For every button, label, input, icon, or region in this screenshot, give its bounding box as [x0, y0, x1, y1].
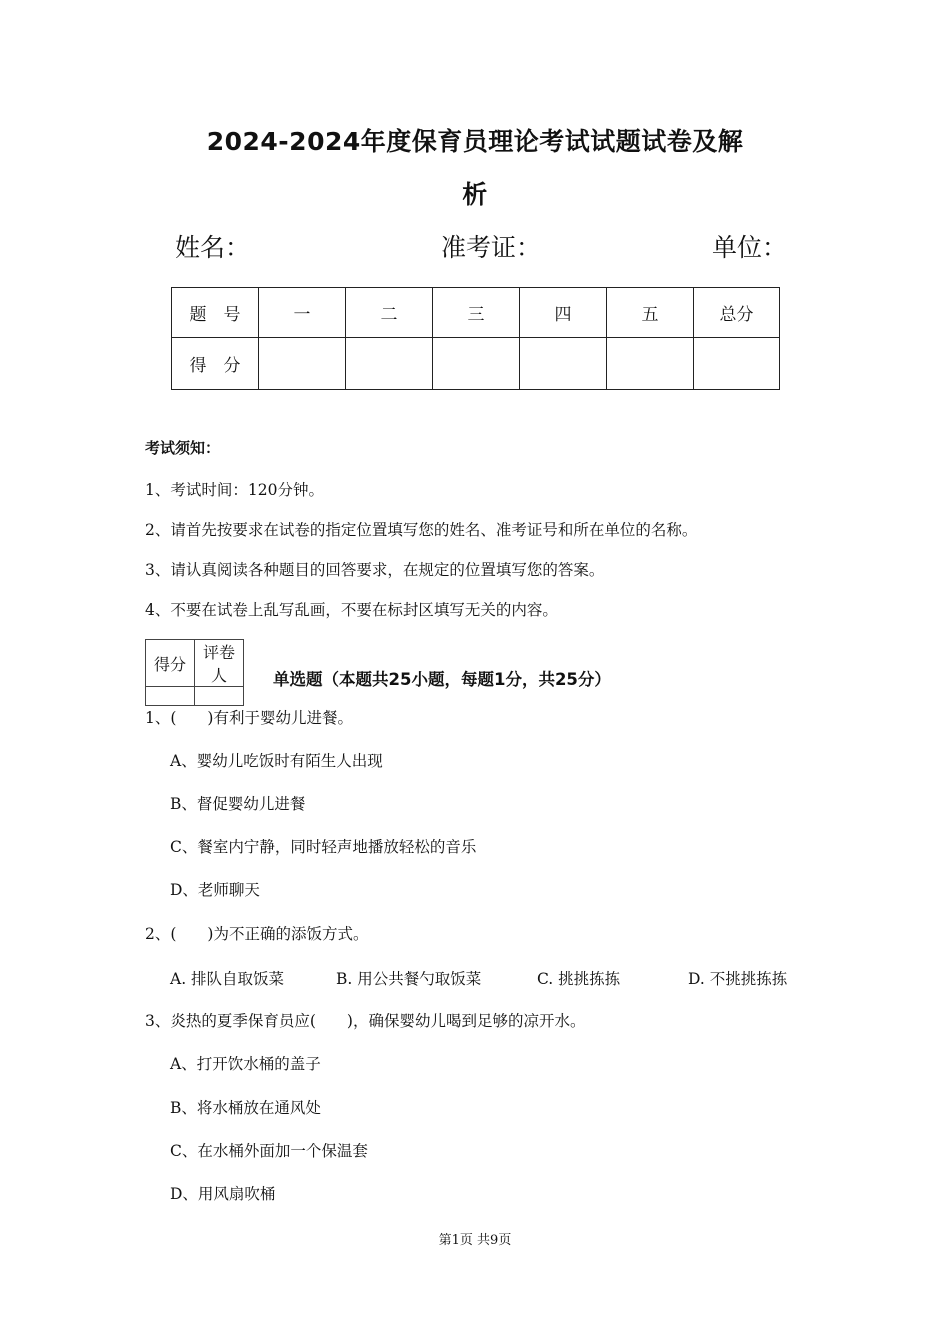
score-table-cell: 五 — [607, 288, 694, 338]
score-table-cell: 总分 — [694, 288, 780, 338]
grader-score-label: 得分 — [146, 640, 195, 687]
option: A. 排队自取饭菜 — [170, 970, 285, 988]
score-row-label: 得 分 — [172, 338, 259, 390]
score-input-cell[interactable] — [520, 338, 607, 390]
notice-item: 3、请认真阅读各种题目的回答要求，在规定的位置填写您的答案。 — [145, 561, 605, 579]
section-heading: 单选题（本题共25小题，每题1分，共25分） — [273, 670, 611, 689]
page-title-line2: 析 — [462, 180, 488, 209]
score-table-cell: 四 — [520, 288, 607, 338]
score-table-score-row — [172, 338, 780, 390]
candidate-fields — [0, 228, 950, 268]
grader-name-label: 评卷人 — [195, 640, 244, 687]
notice-item: 1、考试时间：120分钟。 — [145, 481, 324, 499]
score-table-cell: 三 — [433, 288, 520, 338]
unit-label: 单位： — [712, 233, 788, 262]
score-table-cell: 二 — [346, 288, 433, 338]
exam-id-label: 准考证： — [441, 233, 542, 262]
question-stem: 2、( )为不正确的添饭方式。 — [145, 925, 369, 943]
score-input-cell[interactable] — [259, 338, 346, 390]
option: C、在水桶外面加一个保温套 — [170, 1142, 368, 1160]
score-input-cell[interactable] — [433, 338, 520, 390]
name-label: 姓名： — [175, 233, 251, 262]
grader-name-cell[interactable] — [195, 687, 244, 706]
score-input-cell[interactable] — [694, 338, 780, 390]
option: D. 不挑挑拣拣 — [688, 970, 788, 988]
score-input-cell[interactable] — [607, 338, 694, 390]
score-table — [171, 287, 780, 390]
page-title-line1: 2024-2024年度保育员理论考试试题试卷及解 — [206, 127, 744, 156]
page-footer: 第1页 共9页 — [438, 1233, 512, 1248]
notice-item: 2、请首先按要求在试卷的指定位置填写您的姓名、准考证号和所在单位的名称。 — [145, 521, 698, 539]
score-table-cell: 一 — [259, 288, 346, 338]
option: A、婴幼儿吃饭时有陌生人出现 — [170, 752, 383, 770]
notice-heading: 考试须知： — [145, 439, 221, 457]
option: B、将水桶放在通风处 — [170, 1099, 321, 1117]
option: B、督促婴幼儿进餐 — [170, 795, 306, 813]
score-table-cell: 题 号 — [172, 288, 259, 338]
score-table-header-row — [172, 288, 780, 338]
option: D、老师聊天 — [170, 881, 260, 899]
notice-item: 4、不要在试卷上乱写乱画，不要在标封区填写无关的内容。 — [145, 601, 558, 619]
option: C、餐室内宁静，同时轻声地播放轻松的音乐 — [170, 838, 477, 856]
option: B. 用公共餐勺取饭菜 — [336, 970, 482, 988]
option: C. 挑挑拣拣 — [537, 970, 621, 988]
option: D、用风扇吹桶 — [170, 1185, 276, 1203]
question-stem: 3、炎热的夏季保育员应( )，确保婴幼儿喝到足够的凉开水。 — [145, 1012, 586, 1030]
score-input-cell[interactable] — [346, 338, 433, 390]
grader-score-cell[interactable] — [146, 687, 195, 706]
grader-box — [145, 639, 244, 706]
option: A、打开饮水桶的盖子 — [170, 1055, 321, 1073]
question-stem: 1、( )有利于婴幼儿进餐。 — [145, 709, 353, 727]
